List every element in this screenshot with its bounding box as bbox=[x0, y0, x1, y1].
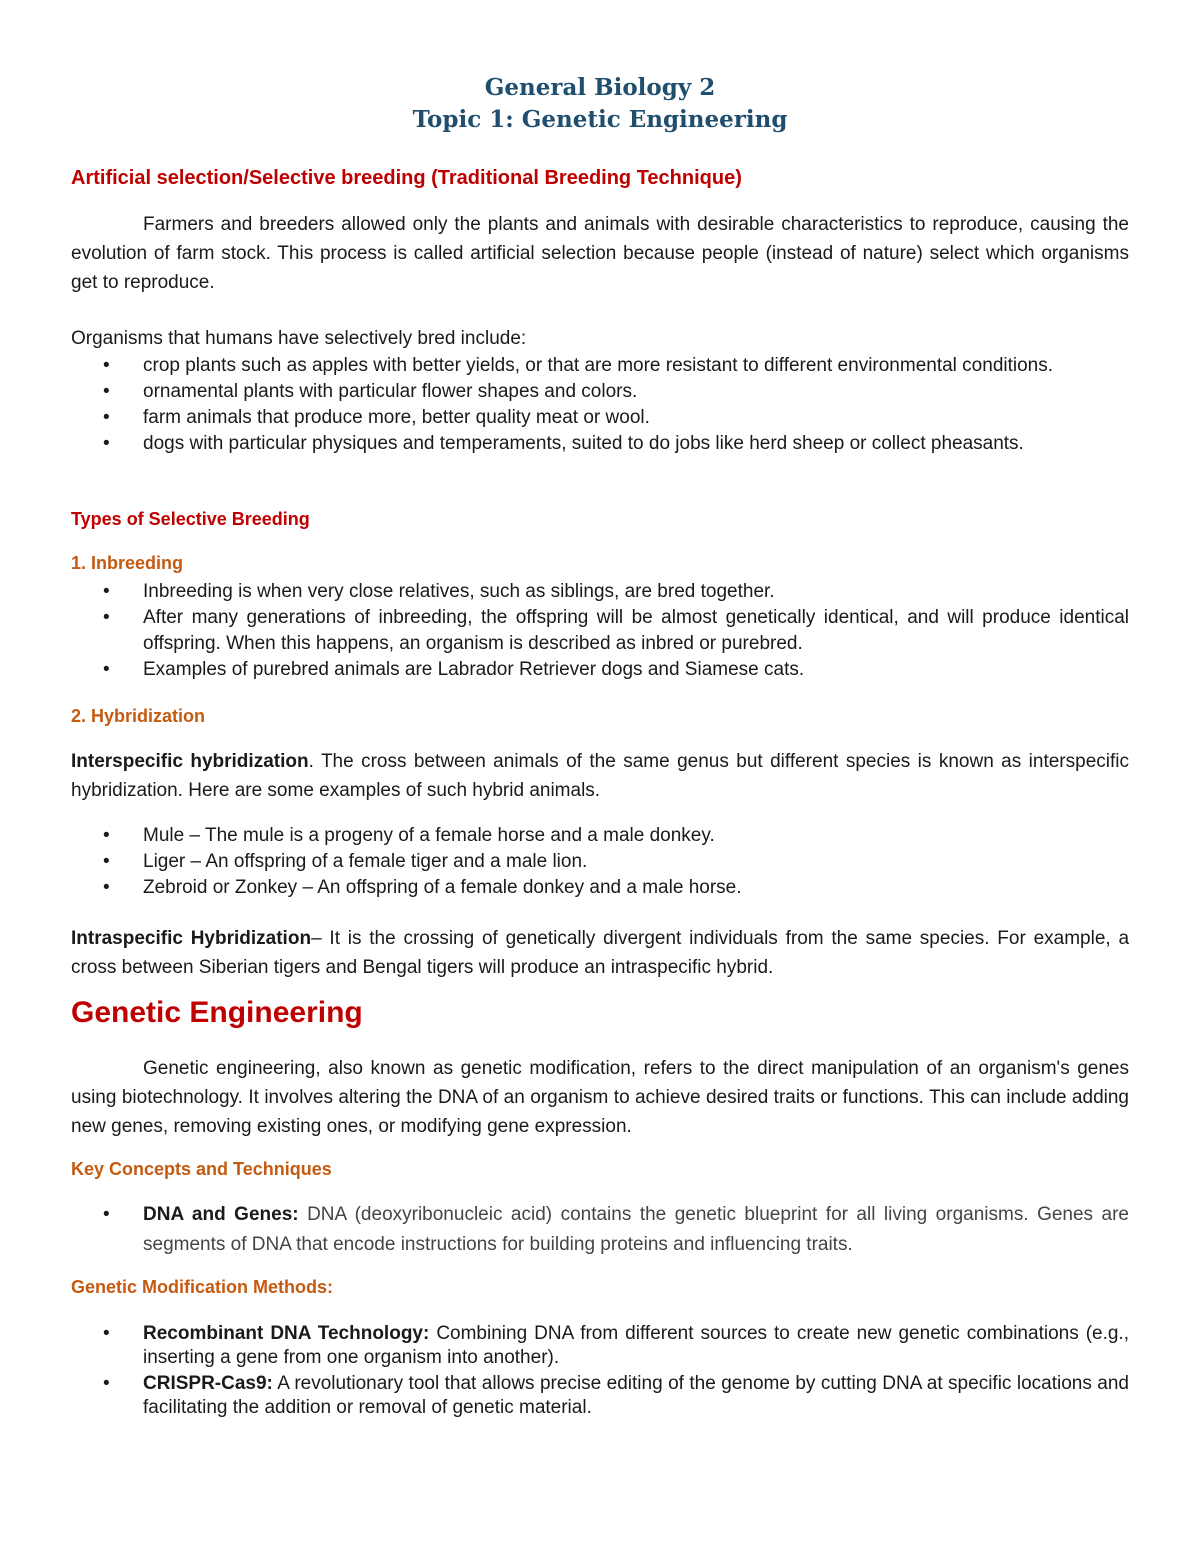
genetic-engineering-heading: Genetic Engineering bbox=[71, 996, 363, 1029]
method-text: A revolutionary tool that allows precise editing of the genome by cutting DNA at specific locations and facilitating the addition or removal of genetic material. bbox=[143, 1373, 1129, 1418]
bred-organisms-list bbox=[71, 354, 1129, 458]
key-concepts-heading: Key Concepts and Techniques bbox=[71, 1159, 332, 1179]
dna-genes-text: DNA (deoxyribonucleic acid) contains the genetic blueprint for all living organisms. Genes are segments of DNA that encode instructions for building proteins and influencing traits. bbox=[143, 1204, 1129, 1255]
interspecific-term: Interspecific hybridization bbox=[71, 751, 309, 772]
bred-organisms-intro: Organisms that humans have selectively bred include: bbox=[71, 328, 527, 349]
genetic-engineering-paragraph: Genetic engineering, also known as genetic modification, refers to the direct manipulation of an organism's genes using biotechnology. It involves altering the DNA of an organism to achieve desired traits or functions. This can include adding new genes, removing existing ones, or modifying gene expression. bbox=[71, 1058, 1129, 1137]
list-item: • farm animals that produce more, better quality meat or wool. bbox=[71, 406, 1129, 430]
types-heading: Types of Selective Breeding bbox=[71, 509, 310, 529]
interspecific-text: . The cross between animals of the same genus but different species is known as interspecific hybridization. Here are some examples of such hybrid animals. bbox=[71, 751, 1129, 801]
method-text: Combining DNA from different sources to create new genetic combinations (e.g., inserting a gene from one organism into another). bbox=[143, 1323, 1129, 1368]
hybridization-heading: 2. Hybridization bbox=[71, 706, 206, 726]
document-title bbox=[0, 72, 1200, 136]
list-item: • After many generations of inbreeding, the offspring will be almost genetically identical, and will produce identical offspring. When this happens, an organism is described as inbred or purebred. bbox=[71, 605, 1129, 657]
list-item: • Examples of purebred animals are Labrador Retriever dogs and Siamese cats. bbox=[71, 657, 1129, 683]
list-item bbox=[71, 1322, 1129, 1370]
list-item: • Inbreeding is when very close relatives, such as siblings, are bred together. bbox=[71, 579, 1129, 605]
inbreeding-heading: 1. Inbreeding bbox=[71, 553, 184, 573]
topic-title: Topic 1: Genetic Engineering bbox=[412, 106, 788, 133]
list-item: • dogs with particular physiques and temperaments, suited to do jobs like herd sheep or collect pheasants. bbox=[71, 432, 1129, 456]
list-item: • crop plants such as apples with better yields, or that are more resistant to different environmental conditions. bbox=[71, 354, 1129, 378]
artificial-selection-paragraph: Farmers and breeders allowed only the plants and animals with desirable characteristics to reproduce, causing the evolution of farm stock. This process is called artificial selection because people (instead of nature) select which organisms get to reproduce. bbox=[71, 214, 1129, 293]
list-item: • Zebroid or Zonkey – An offspring of a female donkey and a male horse. bbox=[71, 875, 1129, 901]
list-item: • Liger – An offspring of a female tiger and a male lion. bbox=[71, 849, 1129, 875]
list-item bbox=[71, 1372, 1129, 1420]
methods-heading: Genetic Modification Methods: bbox=[71, 1277, 334, 1297]
intraspecific-text: – It is the crossing of genetically divergent individuals from the same species. For example, a cross between Siberian tigers and Bengal tigers will produce an intraspecific hybrid. bbox=[71, 928, 1130, 978]
interspecific-paragraph bbox=[71, 747, 1129, 805]
method-term: Recombinant DNA Technology: bbox=[143, 1323, 430, 1344]
artificial-selection-heading: Artificial selection/Selective breeding (Traditional Breeding Technique) bbox=[71, 167, 742, 189]
inbreeding-list bbox=[71, 579, 1129, 683]
course-title: General Biology 2 bbox=[484, 74, 716, 101]
intraspecific-term: Intraspecific Hybridization bbox=[71, 928, 312, 949]
list-item: • Mule – The mule is a progeny of a female horse and a male donkey. bbox=[71, 823, 1129, 849]
dna-genes-term: DNA and Genes: bbox=[143, 1204, 299, 1225]
list-item: • ornamental plants with particular flower shapes and colors. bbox=[71, 380, 1129, 404]
hybrid-examples-list bbox=[71, 823, 1129, 901]
method-term: CRISPR-Cas9: bbox=[143, 1373, 273, 1394]
intraspecific-paragraph bbox=[71, 924, 1129, 982]
methods-list bbox=[71, 1322, 1129, 1422]
key-concepts-list bbox=[71, 1200, 1129, 1260]
list-item bbox=[71, 1200, 1129, 1260]
